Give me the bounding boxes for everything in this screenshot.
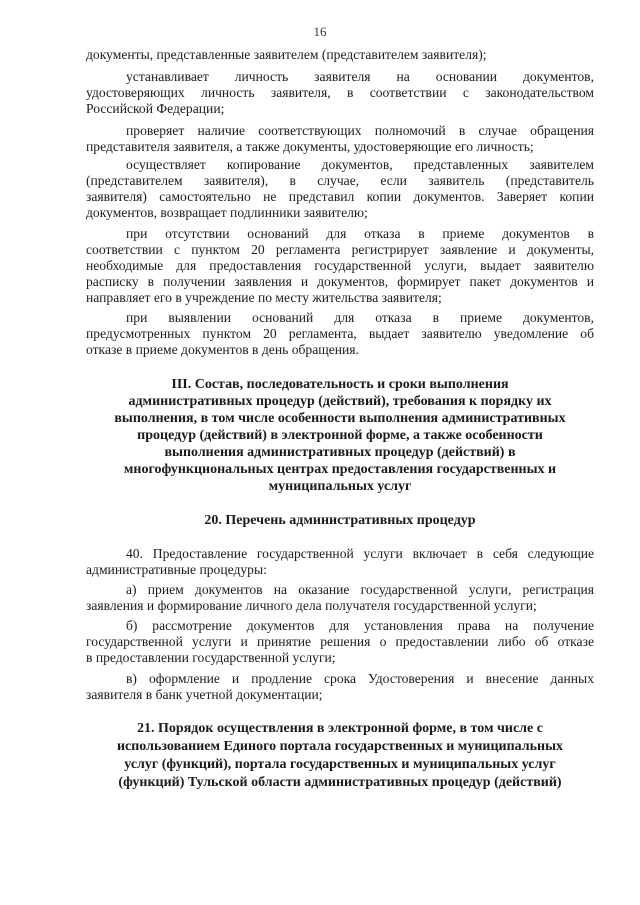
subsection-heading-line: 21. Порядок осуществления в электронной форме, в том числе с bbox=[137, 721, 543, 736]
section-heading-line: процедур (действий) в электронной форме, а также особенности bbox=[137, 428, 543, 443]
section-heading-line: выполнения, в том числе особенности выполнения административных bbox=[114, 411, 566, 426]
text-line: документов, возвращает подлинники заявителю; bbox=[86, 205, 368, 220]
text-line: (представителем заявителя), в случае, если заявитель (представитель bbox=[86, 173, 594, 188]
text-line: отказе в приеме документов в день обращения. bbox=[86, 342, 359, 357]
text-line: соответствии с пунктом 20 регламента регистрирует заявление и документы, bbox=[86, 242, 594, 257]
text-line: предусмотренных пунктом 20 регламента, выдает заявителю уведомление об bbox=[86, 326, 594, 341]
subsection-heading-line: услуг (функций), портала государственных и муниципальных услуг bbox=[124, 757, 556, 772]
section-heading-line: III. Состав, последовательность и сроки выполнения bbox=[171, 377, 509, 392]
text-line: при отсутствии оснований для отказа в приеме документов в bbox=[126, 226, 594, 241]
text-line: в предоставлении государственной услуги; bbox=[86, 650, 336, 665]
subsection-heading-line: (функций) Тульской области административных процедур (действий) bbox=[118, 775, 562, 790]
text-line: заявителя в банк учетной документации; bbox=[86, 687, 323, 702]
text-line: устанавливает личность заявителя на основании документов, bbox=[126, 69, 594, 84]
text-line: в) оформление и продление срока Удостоверения и внесение данных bbox=[126, 671, 594, 686]
text-line: заявителя) самостоятельно не представил копии документов. Заверяет копии bbox=[86, 189, 594, 204]
text-line: б) рассмотрение документов для установления права на получение bbox=[126, 618, 594, 633]
text-line: направляет его в учреждение по месту жительства заявителя; bbox=[86, 290, 442, 305]
subsection-heading: 20. Перечень административных процедур bbox=[204, 513, 476, 528]
text-line: представителя заявителя, а также документы, удостоверяющие его личность; bbox=[86, 139, 534, 154]
text-line: удостоверяющих личность заявителя, в соответствии с законодательством bbox=[86, 85, 594, 100]
section-heading-line: выполнения административных процедур (действий) в bbox=[164, 445, 516, 460]
section-heading-line: многофункциональных центрах предоставления государственных и bbox=[123, 462, 557, 477]
text-line: а) прием документов на оказание государственной услуги, регистрация bbox=[126, 582, 594, 597]
subsection-heading-line: использованием Единого портала государственных и муниципальных bbox=[116, 739, 564, 754]
text-line: 40. Предоставление государственной услуги включает в себя следующие bbox=[126, 546, 594, 561]
page-number: 16 bbox=[313, 24, 327, 39]
text-line: заявления и формирование личного дела получателя государственной услуги; bbox=[86, 598, 537, 613]
section-heading-line: муниципальных услуг bbox=[268, 479, 412, 494]
text-line: расписку в получении заявления и документов, формирует пакет документов и bbox=[86, 274, 594, 289]
text-line: административные процедуры: bbox=[86, 562, 267, 577]
text-line: проверяет наличие соответствующих полномочий в случае обращения bbox=[126, 123, 594, 138]
text-line: документы, представленные заявителем (представителем заявителя); bbox=[86, 47, 487, 62]
text-line: при выявлении оснований для отказа в приеме документов, bbox=[126, 310, 594, 325]
text-line: необходимые для предоставления государственной услуги, выдает заявителю bbox=[86, 258, 594, 273]
text-line: Российской Федерации; bbox=[86, 101, 225, 116]
text-line: осуществляет копирование документов, представленных заявителем bbox=[126, 157, 594, 172]
section-heading-line: административных процедур (действий), требования к порядку их bbox=[128, 394, 552, 409]
text-line: государственной услуги и принятие решения о предоставлении либо об отказе bbox=[86, 634, 594, 649]
